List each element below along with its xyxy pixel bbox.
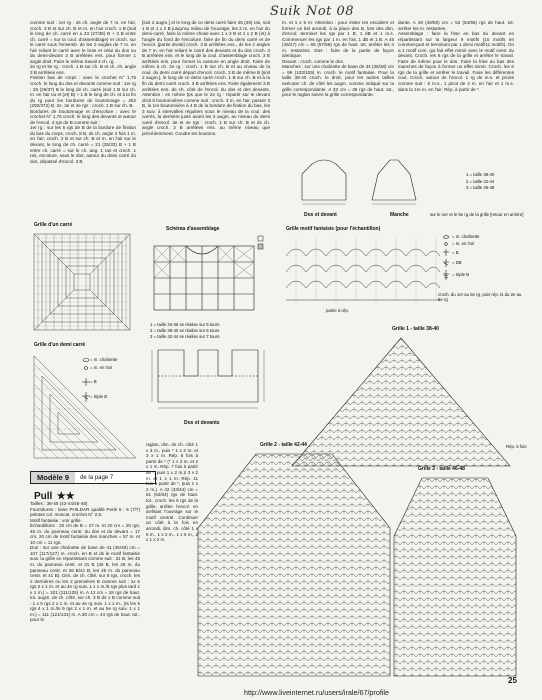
model-ref: de la page 7 — [80, 474, 114, 481]
grille-motif-diagram — [284, 234, 444, 304]
couleur-note: croch. du 1er au 5e rg, puis rép. ts du 2e au 5e rg — [438, 292, 522, 302]
grille-carre-diagram — [32, 232, 132, 332]
motif-legend-chainette: = m. chaînette — [452, 234, 480, 239]
paragraph: Bordures de boutonnage et d'encolure : avec le crochet N° 1,75 croch. le long des devants et autour de l'encol. 4 rgs de B comme suit : — [30, 108, 136, 125]
size-legend-item: 2 = taille 42-44 — [466, 178, 495, 184]
column-4-text — [398, 20, 514, 160]
grille-1-title: Grille 1 - taille 38-40 — [392, 326, 439, 332]
footer-url: http://www.liveinternet.ru/users/irale/67/profile — [244, 688, 390, 697]
schema-legend-item: 3 = taille 42-44 se réalise sur 7 tours — [150, 333, 220, 339]
paragraph: 1er rg : sur les 5 rgs de B de la bordure de finition du bas du corps, croch. 8 B, ds ch. angle 2 fois 1 m. en l'air, croch. 2 B et sur ch. B et m. en l'air sur le devant, le long de ch. carré = 21 (25/33) B + 1 B entre ch. carré = sur le ch. ang. 1 ras et croch. 1 ras, encolure, sous le dos, autour du demi carré du dos, dépassé d'encol. 3 B — [30, 125, 136, 164]
model-title: Pull — [34, 491, 53, 502]
paragraph: raglan, dim. de ch. côté 1 x 3 m., puis * 1 x 2 m. et 3 x 1 m. Rép. 5 fois à partir de * (* 1 x 2 m. et 2 x 1 m. Rép. 7 fois à partir de *, puis 1 x 2 m.)/ 3 x 2 m. et 1 x 1 m. Rép. 11 fois à partir de *, puis 1 x 2 m.). A 42 (43/44) cm = 61 (63/64) rgs de haut. tot., croch. les 5 rgs de la grille, arrêter l'encol. en arrêtant l'ouvrage sur le motif central. Continuer un côté à la fois en arrondi, dim. ch. côté 1 x 6 m., 1 x 2 m., 1 x 6 m., 2 x 1 x 2 m. — [146, 442, 198, 543]
legend-chainette: = m. chaînette — [90, 357, 118, 362]
size-legend-item: 1 = taille 38-40 — [466, 172, 495, 177]
rep-5-fois-label: Rép. 5 fois — [506, 444, 527, 449]
paragraph: m. et 1 x 5 m. Attention : pour éviter les escaliers et former un bel arrondi, à la place des B, lors des dim. d'encol. terminer les rgs par 1 B, 1 dB et 1 m.s. Commencer les rgs par 1 m. en l'air, 1 dB et 1 B. A 45 (46/47) cm = 65 (67/68) rgs de haut. tot. arrêter les 4 m. restantes. Dos : faire de la partie de façon identique. — [282, 20, 394, 59]
schema-legend — [150, 322, 219, 339]
grille-2-diagram — [196, 452, 392, 678]
grille-3-title: Grille 3 - taille 46-48 — [418, 466, 465, 472]
column-2-text — [142, 20, 270, 216]
paragraph: Finition bas de corps : avec le crochet N° 1,75 croch. le long du dos et devants comme suit : 1er rg : 25 (29/37) B le long de ch. carré (soit 1 B sur ch. m. en l'air ou et (et) B) + 1 B le long de ch. et à la fin du rg pour les bordures de boutonnage = 252 (292/372) B. 2e, 3e et 4e rgs : croch. 1 B sur ch. B. — [30, 75, 136, 109]
paragraph: Échantillons : 20 cm de B = 27 m. et 20 cm = 29 rgs, 45 m. du panneau centr. du dos et du devant = 17 cm, 20 cm de motif fantaisie des manches = 57 m. et 10 cm = 11 rgs. — [30, 523, 140, 545]
dos-devants-title: Dos et devants — [184, 420, 220, 426]
pull-manche-label: Manche — [390, 212, 409, 218]
handwritten-note: Suik Not 08 — [270, 4, 355, 19]
dos-devants-diagram — [148, 346, 268, 414]
paragraph: Dos : sur une chaînette de base de 41 (45/49) cm = 107 (117/127) m. croch. en B et ds le motif fantaisie suiv. la grille en répartissant comme suit : 31 B, les 45 m. du panneau centr. et 31 B (36 B, les 45 m. du panneau centr. et 36 B/41 B, les 45 m. du panneau centr. et 41 B). Dim. de ch. côté, sur 6 rgs, croch. les 2 dernières ou les 2 premières B comme suit : 1x 5 rgs 2 x 1 m. et au 4e rg suiv. 1 x 1 m./6 rgs plus tard 1 x 1 m.) = 101 (111/125) m. A 12 cm = 18 rgs de haut. tot. augm. de ch. côté, sur ch. 3 B ds 1 B comme suit : 1 x 5 rgs 2 x 1 m. et au 4e rg suiv. 1 x 1 m., (ts les 5 rgs 4 x 1 m./ts 9 rgs 2 x 1 m. et au 5e rg suiv. 1 x 1 m.) = 111 (121/131) m. A 30 cm = 44 rgs de haut. tot., pour le — [30, 545, 140, 623]
model-label: Modèle 9 — [31, 472, 75, 483]
paragraph: dante. A 48 (49/50) cm = 53 (54/55) rgs de haut. tot. arrêter les m. restantes. — [398, 20, 514, 31]
page-number: 25 — [508, 676, 517, 685]
partie-a-rep-label: partie à rép. — [326, 308, 349, 313]
paragraph: 2e rg et 5e rg : croch. 1 B sur ch. B et ch. ch. angle 3 B arrêtées ens. — [30, 64, 136, 75]
schema-title: Schéma d'assemblage — [166, 226, 220, 232]
paragraph: Motif fantaisie : voir grille. — [30, 517, 82, 523]
grille-carre-title: Grille d'un carré — [34, 222, 73, 228]
paragraph: Manches : sur une chaînette de base de 34 (36/38) cm = 99 (103/109) m. croch. le motif fantaisie. Pour la taille 38-40 croch. le droit, pour les autres tailles exécuter ch. de côté les augm. comme indiqué sur la grille correspondante. A 33 cm = 36 rgs de haut. tot., pour le raglan suivre la grille correspondante. — [282, 64, 394, 98]
schema-legend-item: 1 = taille 34-36 se réalise sur 5 tours — [150, 322, 220, 327]
paragraph: comme suit : 1er rg : ds ch. angle de 7 m. en l'air, croch. 3 B et sur ch. B et m. en l'air croch. 1 B (soit le long de ch. carré en a 23 (27/35) B + 3 B entre ch. carré = sur la coul. d'assemblage) et croch. sur le carré sous l'ensemb. de les 2 angles de 7 m. en l'air reliant le carré avec le bras et celui du dos ou du demi-devant 3 B arrêtées ens. pour former 1 angle droit. Faire le même travail 4 ch. rg. — [30, 20, 136, 64]
paragraph: Assemblage : faire la frise en bas du devant en répartissant sur la largeur 9 motifs (10 motifs en commençant et terminant par 1 demi motif/11 motifs). On a 1 motif com. qui fait effet miroir avec le motif centr. du devant. Croch. les 6 rgs de la grille et arrêter le travail. Faire de même pour le dos. Faire la frise au bas des manches de façon à former un effet miroir. Croch. les 6 rgs de la grille et arrêter le travail. Faire les différentes coul. Croch. autour de l'encol. 1 rg de m.s. et picots comme suit : 6 m.s., 1 picot de 4 m. en l'air et 1 m.s. dans la 1re m. en l'air. Rép. à partir de *. — [398, 31, 514, 92]
column-5-text — [146, 442, 198, 674]
motif-legend-triple-b: = triple B — [452, 272, 470, 277]
column-3-text — [282, 20, 394, 160]
grille-2-title: Grille 2 - taille 42-44 — [260, 442, 307, 448]
paragraph: [soit 2 augm.] et le long de ce demi carré faire 25 (29) ras, soit 1 B et 1 x 2 B jusqu'au milieu de l'ouvrage, les 2 m. en l'air du demi-carré, faire la même chose avec 1 x 3 B et 1 x 2 B (et) à l'angle du fond de l'encolure, faire de fin du demi carré et de l'encol. [partie droite] croch. 3 B arrêtées ens., ds les 2 angles de 7 m. en l'air reliant le carré des devants et du dos croch. 3 B arrêtées ens. et le long de la coul. d'assemblage croch. 3 B arrêtées ens. pour former la cassure en angle droit. Faire de même à ch. 2e rg : croch. 1 B sur ch. B et au niveau de la coul. du demi carré départ d'encol. croch. 3 B de même B [soit 2 augm.], le long de ce demi carré croch. 1 B sur ch. B et à la fin du demi carré croch. 3 B arrêtées ens. Faire également 3 B arrêtées ens. de ch. côté de l'encol. du dos et des devants. Attention : en même tps que le 2e rg : répartir sur le devant droit 5 boutonnières comme suit : croch. 3 m. en l'air, passer 3 B, la 1re boutonnière à 4 B de la bordure de finition du bas, les 3 suiv. à intervalles réguliers sous le niveau de la coul. des carrés, la dernière juste avant les 2 augm. au niveau du demi carré d'encol. 3e et 4e rgs : croch. 1 B sur ch. B et ds ch. angle croch. 3 B arrêtées ens. au même niveau que précédemment. Coudre les boutons. — [142, 20, 270, 136]
model-bar — [30, 471, 156, 484]
motif-legend-db: = DB — [452, 260, 462, 265]
legend-en-lair: = m. en l'air — [90, 365, 113, 370]
size-legend — [466, 172, 494, 192]
repeat-note: sur le 1er et le 5e rg de la grille [retour en arrière] — [430, 212, 524, 217]
grille-3-diagram — [392, 476, 518, 678]
paragraph: Devant : croch. comme le dos. — [282, 58, 345, 64]
legend-triple-b: = triple B — [90, 394, 108, 399]
pull-schema-diagram — [286, 152, 426, 212]
schema-assemblage-diagram — [150, 236, 266, 318]
motif-legend-b: = B — [452, 250, 459, 255]
grille-motif-title: Grille motif fantaisie (pour l'échantillon) — [286, 226, 381, 232]
model-stars: ★★ — [56, 491, 75, 502]
size-legend-item: 3 = taille 46-48 — [466, 185, 495, 190]
paragraph: Fournitures : laine PHILDAR qualité Perlé 5 : 6 (7/7) pelotes col. muscat, crochet N° 2,5. — [30, 506, 140, 518]
schema-legend-item: 2 = taille 38-40 se réalise sur 6 tours — [150, 327, 220, 333]
legend-b: = B — [90, 379, 97, 384]
pull-dos-devant-label: Dos et devant — [304, 212, 337, 218]
model-text — [30, 501, 140, 677]
grille-demi-carre-title: Grille d'un demi carré — [34, 342, 86, 348]
stitch-legend-diagram — [78, 356, 148, 436]
column-1-text — [30, 20, 136, 212]
paragraph: Tailles : 38-40 (42-44/46-48) — [30, 501, 88, 506]
motif-legend-en-lair: = m. en l'air — [452, 241, 475, 246]
